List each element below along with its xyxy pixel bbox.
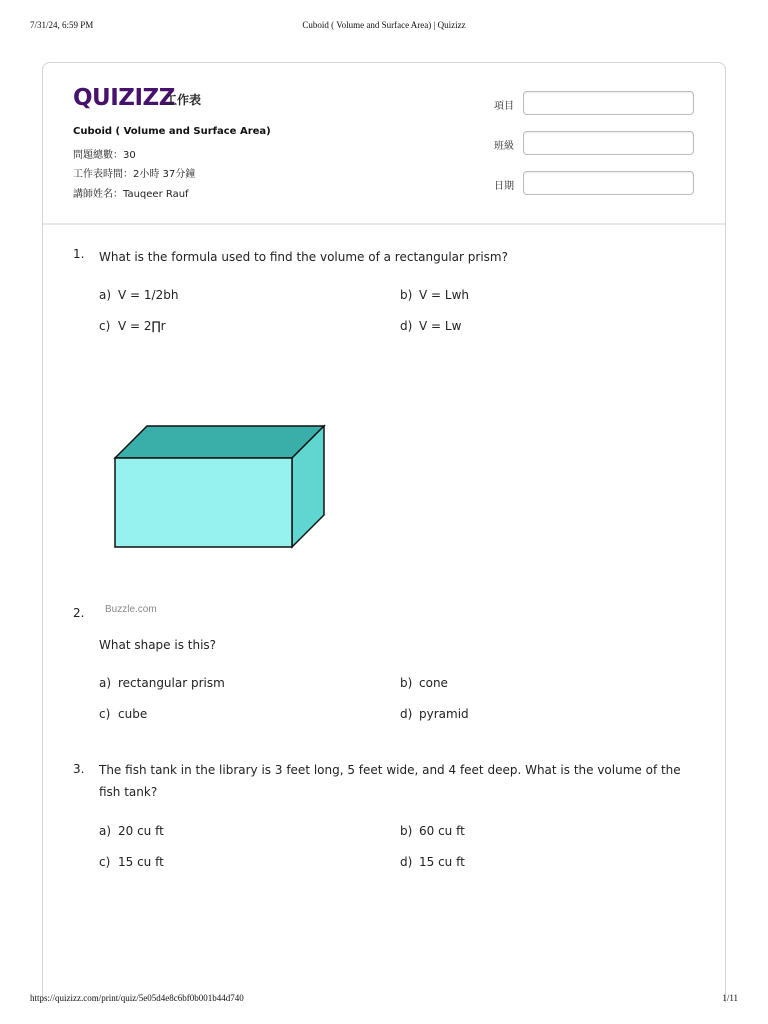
page-number: 1/11 (722, 993, 738, 1003)
question-3-option-d: d) 15 cu ft (400, 855, 465, 869)
question-3-option-a: a) 20 cu ft (99, 824, 164, 838)
question-2-option-d: d) pyramid (400, 707, 469, 721)
question-3-option-b: b) 60 cu ft (400, 824, 465, 838)
quizizz-logo: QUIZIZZ (73, 85, 175, 111)
rectangular-prism-image (113, 423, 328, 553)
print-document-title: Cuboid ( Volume and Surface Area) | Quizizz (302, 20, 466, 30)
prism-top-face (115, 426, 324, 458)
subject-label: 項目 (494, 101, 514, 112)
class-label: 班級 (494, 141, 514, 152)
question-2-option-a: a) rectangular prism (99, 676, 225, 690)
question-1-option-c: c) V = 2∏r (99, 319, 166, 333)
subject-field[interactable] (523, 91, 694, 115)
date-label: 日期 (494, 181, 514, 192)
question-3-text: The fish tank in the library is 3 feet long, 5 feet wide, and 4 feet deep. What is the volume of the fish tank? (99, 763, 681, 799)
image-credit: Buzzle.com (105, 604, 157, 615)
worksheet-header (43, 63, 725, 225)
question-3-option-c: c) 15 cu ft (99, 855, 164, 869)
question-1-number: 1. (73, 247, 85, 261)
question-2-number: 2. (73, 606, 85, 620)
question-1-option-a: a) V = 1/2bh (99, 288, 179, 302)
print-datetime: 7/31/24, 6:59 PM (30, 20, 94, 30)
question-2-option-b: b) cone (400, 676, 448, 690)
worksheet-card (42, 62, 726, 1003)
question-2-option-c: c) cube (99, 707, 148, 721)
prism-front-face (115, 458, 292, 547)
date-field[interactable] (523, 171, 694, 195)
question-1-text: What is the formula used to find the volume of a rectangular prism? (99, 250, 508, 264)
question-3-number: 3. (73, 762, 85, 776)
question-count: 問題總數：30 (73, 150, 136, 161)
question-1-option-d: d) V = Lw (400, 319, 462, 333)
worksheet-time: 工作表時間：2小時 37分鐘 (73, 169, 196, 180)
quiz-title: Cuboid ( Volume and Surface Area) (73, 126, 271, 137)
worksheet-label: 工作表 (165, 93, 202, 107)
question-2-text: What shape is this? (99, 638, 217, 652)
print-url: https://quizizz.com/print/quiz/5e05d4e8c6bf0b001b44d740 (30, 993, 244, 1003)
question-1-option-b: b) V = Lwh (400, 288, 469, 302)
instructor-name: 講師姓名：Tauqeer Rauf (73, 189, 189, 200)
class-field[interactable] (523, 131, 694, 155)
